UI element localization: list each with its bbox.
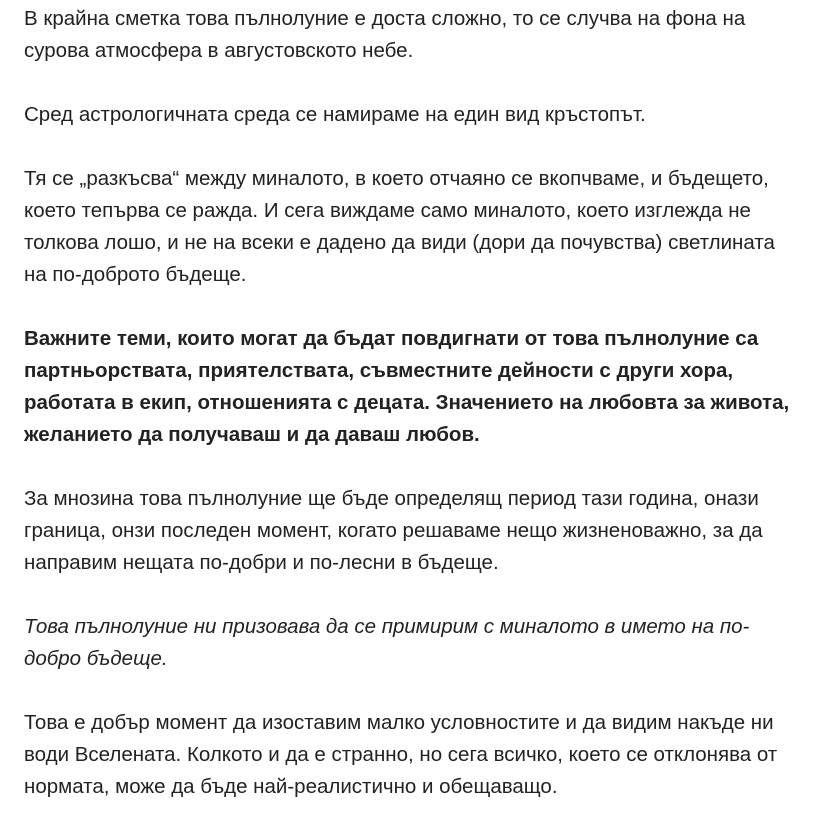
paragraph-gap <box>24 131 840 163</box>
paragraph-3-line-2: което тепърва се ражда. И сега виждаме само миналото, което изглежда не <box>24 199 751 222</box>
paragraph-7 <box>24 707 824 803</box>
paragraph-3-line-1: Тя се „разкъсва“ между миналото, в което отчаяно се вкопчваме, и бъдещето, <box>24 167 769 190</box>
paragraph-gap <box>24 579 840 611</box>
paragraph-7-line-2: води Вселената. Колкото и да е странно, но сега всичко, което се отклонява от <box>24 743 778 766</box>
paragraph-gap <box>24 67 840 99</box>
paragraph-7-line-3: нормата, може да бъде най-реалистично и обещаващо. <box>24 775 558 798</box>
paragraph-4-line-2: партньорствата, приятелствата, съвместните дейности с други хора, <box>24 359 734 382</box>
paragraph-3-line-4: на по-доброто бъдеще. <box>24 263 247 286</box>
paragraph-gap <box>24 291 840 323</box>
paragraph-6-line-1: Това пълнолуние ни призовава да се примирим с миналото в името на по- <box>24 615 750 638</box>
paragraph-4-line-4: желанието да получаваш и да даваш любов. <box>24 423 480 446</box>
paragraph-5 <box>24 483 824 579</box>
paragraph-5-line-3: направим нещата по-добри и по-лесни в бъдеще. <box>24 551 499 574</box>
paragraph-1-line-1: В крайна сметка това пълнолуние е доста сложно, то се случва на фона на <box>24 7 746 30</box>
paragraph-4-line-1: Важните теми, които могат да бъдат повдигнати от това пълнолуние са <box>24 327 759 350</box>
paragraph-1 <box>24 3 824 67</box>
paragraph-4-bold <box>24 323 824 451</box>
paragraph-2-line-1: Сред астрологичната среда се намираме на един вид кръстопът. <box>24 103 646 126</box>
paragraph-6-italic <box>24 611 824 675</box>
paragraph-4-line-3: работата в екип, отношенията с децата. Значението на любовта за живота, <box>24 391 790 414</box>
paragraph-5-line-1: За мнозина това пълнолуние ще бъде определящ период тази година, онази <box>24 487 759 510</box>
article-body <box>0 3 840 803</box>
paragraph-gap <box>24 675 840 707</box>
paragraph-gap <box>24 451 840 483</box>
paragraph-6-line-2: добро бъдеще. <box>24 647 168 670</box>
paragraph-2 <box>24 99 824 131</box>
paragraph-3 <box>24 163 824 291</box>
paragraph-7-line-1: Това е добър момент да изоставим малко условностите и да видим накъде ни <box>24 711 774 734</box>
paragraph-5-line-2: граница, онзи последен момент, когато решаваме нещо жизненоважно, за да <box>24 519 763 542</box>
paragraph-1-line-2: сурова атмосфера в августовското небе. <box>24 39 414 62</box>
paragraph-3-line-3: толкова лошо, и не на всеки е дадено да види (дори да почувства) светлината <box>24 231 775 254</box>
